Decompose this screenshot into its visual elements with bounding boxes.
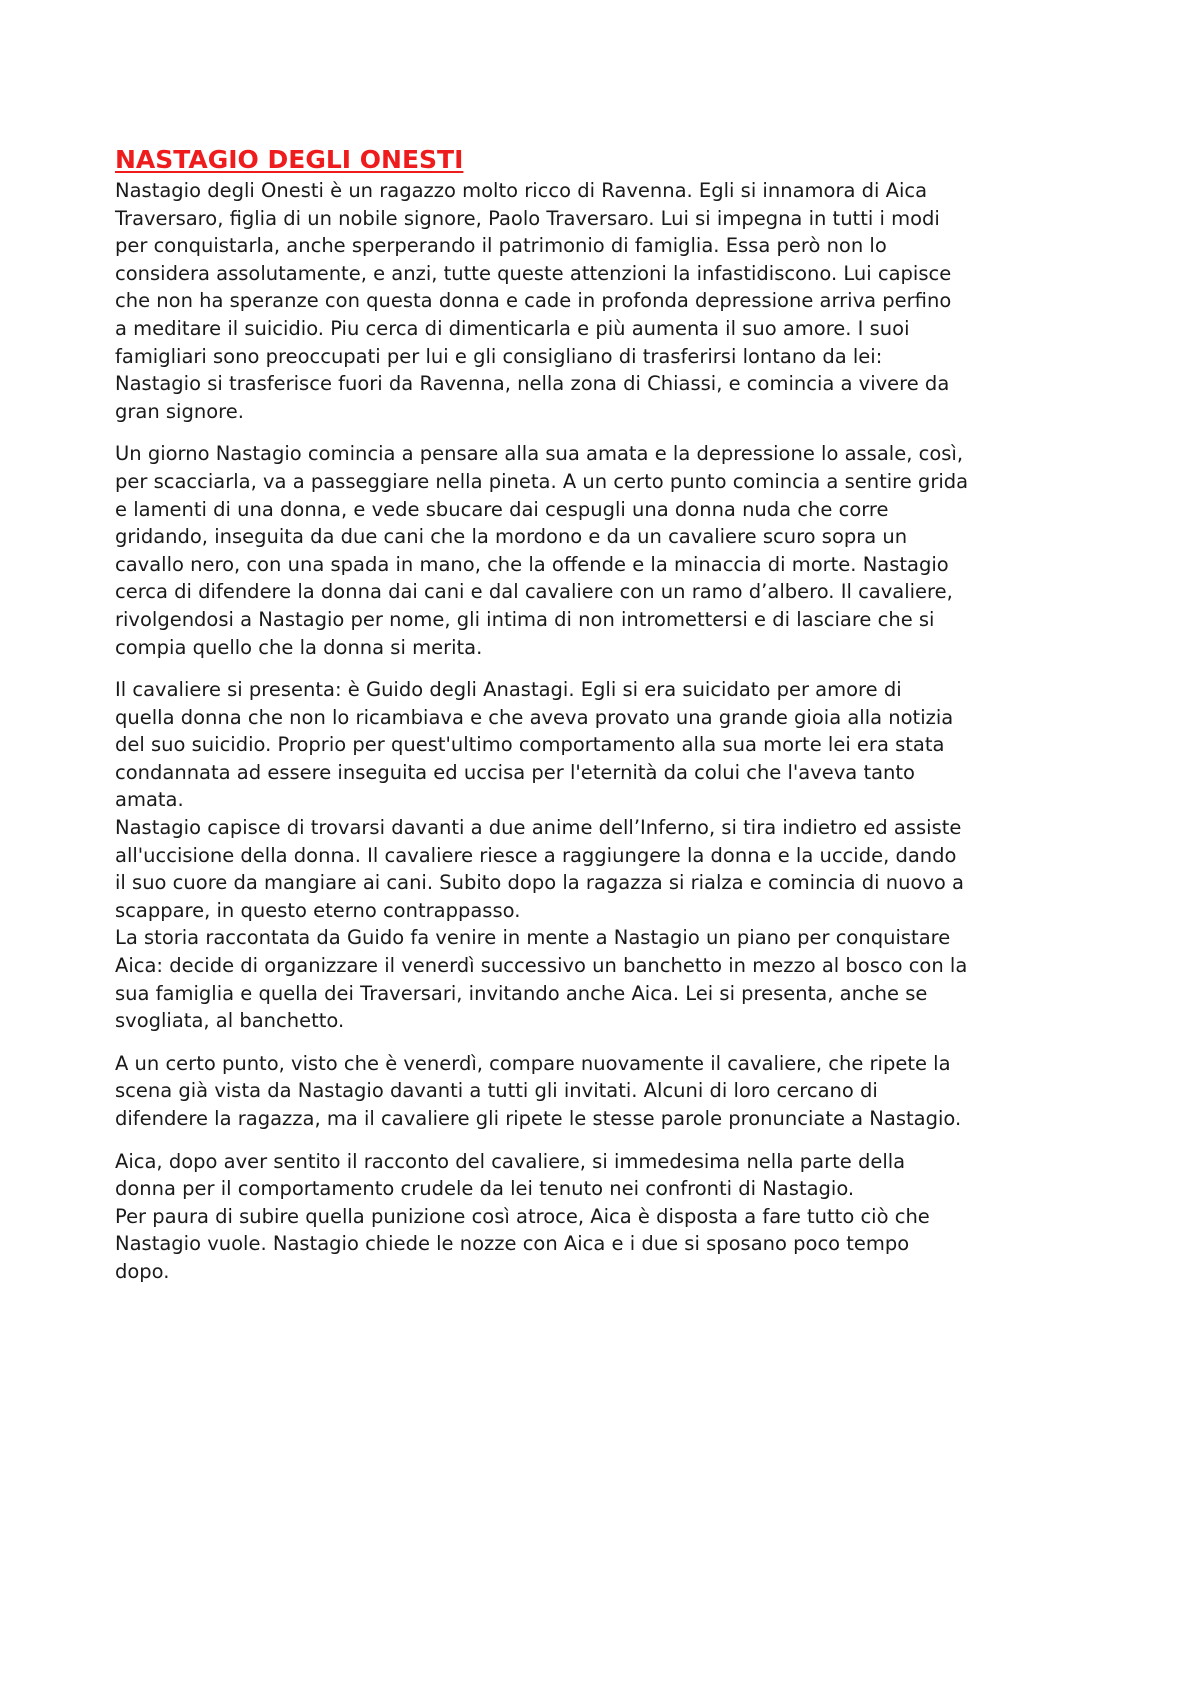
text-line: cavallo nero, con una spada in mano, che la offende e la minaccia di morte. Nastagio: [115, 552, 949, 576]
document-title: NASTAGIO DEGLI ONESTI: [115, 145, 464, 174]
text-line: scappare, in questo eterno contrappasso.: [115, 898, 521, 922]
text-line: quella donna che non lo ricambiava e che aveva provato una grande gioia alla notizia: [115, 705, 954, 729]
text-line: famigliari sono preoccupati per lui e gli consigliano di trasferirsi lontano da lei:: [115, 344, 883, 368]
text-line: Per paura di subire quella punizione così atroce, Aica è disposta a fare tutto ciò che: [115, 1204, 930, 1228]
text-line: Un giorno Nastagio comincia a pensare alla sua amata e la depressione lo assale, così,: [115, 442, 964, 466]
text-line: condannata ad essere inseguita ed uccisa per l'eternità da colui che l'aveva tanto: [115, 760, 915, 784]
text-line: per scacciarla, va a passeggiare nella pineta. A un certo punto comincia a sentire grida: [115, 469, 969, 493]
text-line: considera assolutamente, e anzi, tutte queste attenzioni la infastidiscono. Lui capisce: [115, 261, 952, 285]
text-line: donna per il comportamento crudele da lei tenuto nei confronti di Nastagio.: [115, 1177, 855, 1201]
text-line: gridando, inseguita da due cani che la mordono e da un cavaliere scuro sopra un: [115, 525, 908, 549]
paragraph: [115, 440, 1100, 661]
text-line: il suo cuore da mangiare ai cani. Subito dopo la ragazza si rialza e comincia di nuovo a: [115, 871, 964, 895]
text-line: amata.: [115, 788, 184, 812]
text-line: Aica, dopo aver sentito il racconto del cavaliere, si immedesima nella parte della: [115, 1149, 906, 1173]
text-line: cerca di difendere la donna dai cani e dal cavaliere con un ramo d’albero. Il cavaliere,: [115, 580, 953, 604]
paragraph: [115, 1050, 1100, 1133]
text-line: gran signore.: [115, 399, 244, 423]
text-line: scena già vista da Nastagio davanti a tutti gli invitati. Alcuni di loro cercano di: [115, 1079, 878, 1103]
text-line: a meditare il suicidio. Piu cerca di dimenticarla e più aumenta il suo amore. I suoi: [115, 316, 910, 340]
text-line: svogliata, al banchetto.: [115, 1009, 345, 1033]
text-line: A un certo punto, visto che è venerdì, compare nuovamente il cavaliere, che ripete la: [115, 1051, 951, 1075]
text-line: difendere la ragazza, ma il cavaliere gli ripete le stesse parole pronunciate a Nastagio.: [115, 1107, 962, 1130]
text-line: Nastagio si trasferisce fuori da Ravenna, nella zona di Chiassi, e comincia a vivere da: [115, 372, 950, 396]
text-line: all'uccisione della donna. Il cavaliere riesce a raggiungere la donna e la uccide, dando: [115, 843, 957, 867]
paragraph-list: [115, 177, 1100, 1286]
text-line: del suo suicidio. Proprio per quest'ultimo comportamento alla sua morte lei era stata: [115, 733, 945, 757]
paragraph: [115, 1148, 1100, 1286]
text-line: rivolgendosi a Nastagio per nome, gli intima di non intromettersi e di lasciare che si: [115, 607, 935, 631]
text-line: e lamenti di una donna, e vede sbucare dai cespugli una donna nuda che corre: [115, 497, 889, 521]
text-line: compia quello che la donna si merita.: [115, 635, 483, 659]
text-line: Nastagio vuole. Nastagio chiede le nozze con Aica e i due si sposano poco tempo: [115, 1232, 910, 1256]
text-line: Nastagio degli Onesti è un ragazzo molto ricco di Ravenna. Egli si innamora di Aica: [115, 179, 928, 202]
text-line: Traversaro, figlia di un nobile signore, Paolo Traversaro. Lui si impegna in tutti i modi: [115, 206, 940, 230]
text-line: Aica: decide di organizzare il venerdì successivo un banchetto in mezzo al bosco con la: [115, 954, 968, 978]
text-line: sua famiglia e quella dei Traversari, invitando anche Aica. Lei si presenta, anche se: [115, 981, 928, 1005]
text-line: dopo.: [115, 1259, 170, 1283]
paragraph: [115, 676, 1100, 1035]
document-body: [115, 143, 1100, 1301]
text-line: per conquistarla, anche sperperando il patrimonio di famiglia. Essa però non lo: [115, 234, 887, 258]
text-line: La storia raccontata da Guido fa venire in mente a Nastagio un piano per conquistare: [115, 926, 951, 950]
paragraph: [115, 177, 1100, 425]
text-line: Nastagio capisce di trovarsi davanti a due anime dell’Inferno, si tira indietro ed assiste: [115, 816, 962, 840]
text-line: che non ha speranze con questa donna e cade in profonda depressione arriva perfino: [115, 289, 952, 313]
text-line: Il cavaliere si presenta: è Guido degli Anastagi. Egli si era suicidato per amore di: [115, 678, 902, 702]
